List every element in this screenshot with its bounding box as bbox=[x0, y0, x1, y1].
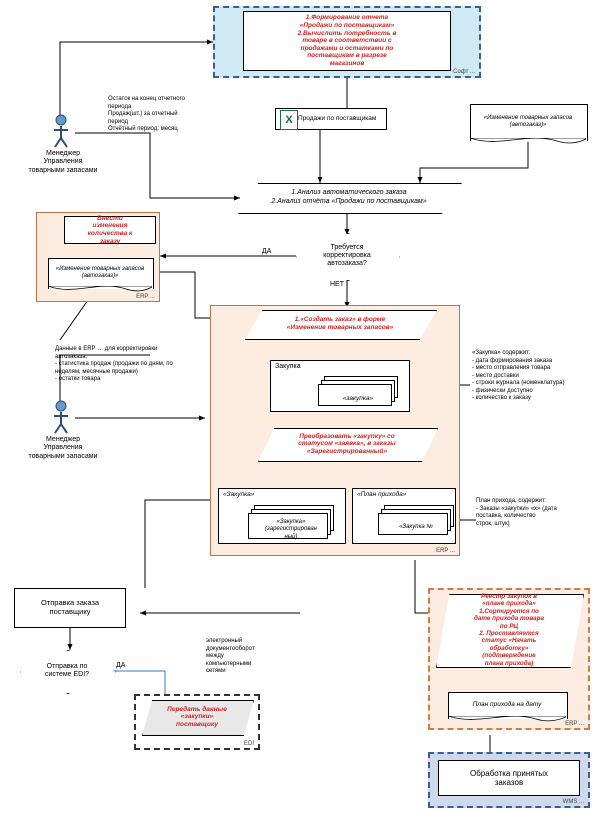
edge-label-yes: ДА bbox=[262, 248, 272, 255]
node-purchase-label: Закупка bbox=[275, 363, 301, 370]
node-purchase-out-doc[interactable] bbox=[248, 505, 334, 539]
node-plan-label: «План прихода» bbox=[357, 491, 407, 498]
node-goods-change-doc-erp[interactable] bbox=[48, 258, 152, 288]
note-plan-content: План прихода, содержит: - Заказы «закупки» «х» (дата поставка, количество строк, штук) bbox=[476, 498, 557, 527]
group-wms-label: WMS ... bbox=[562, 799, 584, 805]
node-create-order-text: 1.«Создать заказ» в форме «Изменение товарных запасов» bbox=[286, 316, 394, 331]
group-soft-label: Софт ... bbox=[453, 69, 475, 75]
node-goods-change-doc-top-text: «Изменение товарных запасов (автозаказ)» bbox=[483, 114, 573, 128]
node-enter-changes-text: Внести изменения количества к заказу bbox=[87, 214, 133, 245]
node-purchase-doc-text: «закупка» bbox=[342, 395, 374, 403]
node-plan-on-date-text: План прихода на дату bbox=[472, 701, 542, 709]
node-convert-purchase-text: Преобразовать «закупку» со статусом «заявка», в заказы «Зарегистрированный» bbox=[298, 432, 396, 455]
node-registry-text: Реестр закупок в «плане прихода» 1.Сортируется по дате прихода товара по РЦ 2. Проставляется статус «Начать обработку» (подтверждение плана прихода) bbox=[474, 592, 544, 667]
edge-label-edi-yes: ДА bbox=[116, 662, 126, 669]
group-erp-left-label: ERP ... bbox=[136, 294, 155, 300]
note-erp-data: Данные в ERP … для корректировки автозаказа: - статистика продаж (продажи по дням, по неделям, месячные продажи) - остатки товара bbox=[55, 346, 173, 382]
node-purchase-out-doc-text: «Закупка» (зарегистрирован ный) bbox=[265, 519, 317, 540]
manager-1-icon bbox=[50, 114, 72, 148]
node-processing-orders[interactable] bbox=[438, 760, 580, 796]
note-purchase-content: «Закупка» содержит: - дата формирования заказа - место отправления товара - место доставки - строки журнала (номенклатура) - физически доступно - количество к заказу bbox=[472, 350, 565, 401]
node-sales-report-text: Продажи по поставщикам bbox=[298, 115, 377, 123]
group-erp-main-label: ERP ... bbox=[436, 548, 455, 554]
node-convert-purchase[interactable] bbox=[258, 428, 436, 460]
node-send-order[interactable] bbox=[14, 588, 126, 628]
node-edi-transfer[interactable] bbox=[142, 700, 252, 734]
node-processing-orders-text: Обработка принятых заказов bbox=[470, 768, 548, 787]
node-goods-change-doc-top[interactable] bbox=[470, 104, 586, 140]
node-plan-on-date[interactable] bbox=[448, 692, 566, 718]
node-plan-doc[interactable] bbox=[378, 505, 454, 535]
excel-icon bbox=[280, 110, 298, 130]
edge-label-no: НЕТ bbox=[330, 281, 344, 288]
node-analysis-text: 1.Анализ автоматического заказа 2.Анализ отчёта «Продажи по поставщикам» bbox=[271, 189, 427, 205]
note-edi-explanation: электронный документооборот между компьютерными сетями bbox=[206, 638, 255, 674]
node-registry[interactable] bbox=[436, 594, 582, 666]
manager-2-label: Менеджер Управления товарными запасами bbox=[28, 436, 98, 460]
manager-1-label: Менеджер Управления товарными запасами bbox=[28, 150, 98, 174]
node-decision-edi[interactable] bbox=[20, 650, 114, 692]
group-edi-label: EDI bbox=[243, 741, 254, 747]
node-goods-change-doc-erp-text: «Изменение товарных запасов (автозаказ)» bbox=[55, 265, 145, 279]
group-erp-registry-label: ERP ... bbox=[565, 721, 584, 727]
node-decision-correction-text: Требуется корректировка автозаказа? bbox=[323, 243, 371, 268]
node-purchase-out-label: «Закупка» bbox=[223, 491, 255, 498]
node-purchase-doc[interactable] bbox=[318, 376, 398, 406]
node-soft-report[interactable] bbox=[243, 11, 451, 71]
node-create-order[interactable] bbox=[245, 310, 435, 338]
node-enter-changes[interactable] bbox=[64, 216, 156, 244]
manager-2-icon bbox=[50, 400, 72, 434]
node-analysis[interactable] bbox=[238, 183, 460, 212]
node-plan-doc-text: «Закупка № bbox=[399, 524, 433, 531]
node-edi-transfer-text: Передать данные «закупки» поставщику bbox=[167, 705, 227, 728]
node-decision-correction[interactable] bbox=[296, 233, 398, 279]
note-report-inputs: Остаток на конец отчетного периода Продаж(шт.) за отчетный период Отчётный период: месяц bbox=[108, 96, 185, 132]
node-send-order-text: Отправка заказа поставщику bbox=[40, 598, 100, 616]
node-soft-report-text: 1.Формирование отчета «Продажи по поставщикам» 2.Вычислить потребность в товаре в соответствии с продажами и остатками по поставщикам в разрезе магазинов bbox=[297, 14, 397, 68]
node-decision-edi-text: Отправка по системе EDI? bbox=[44, 662, 90, 678]
